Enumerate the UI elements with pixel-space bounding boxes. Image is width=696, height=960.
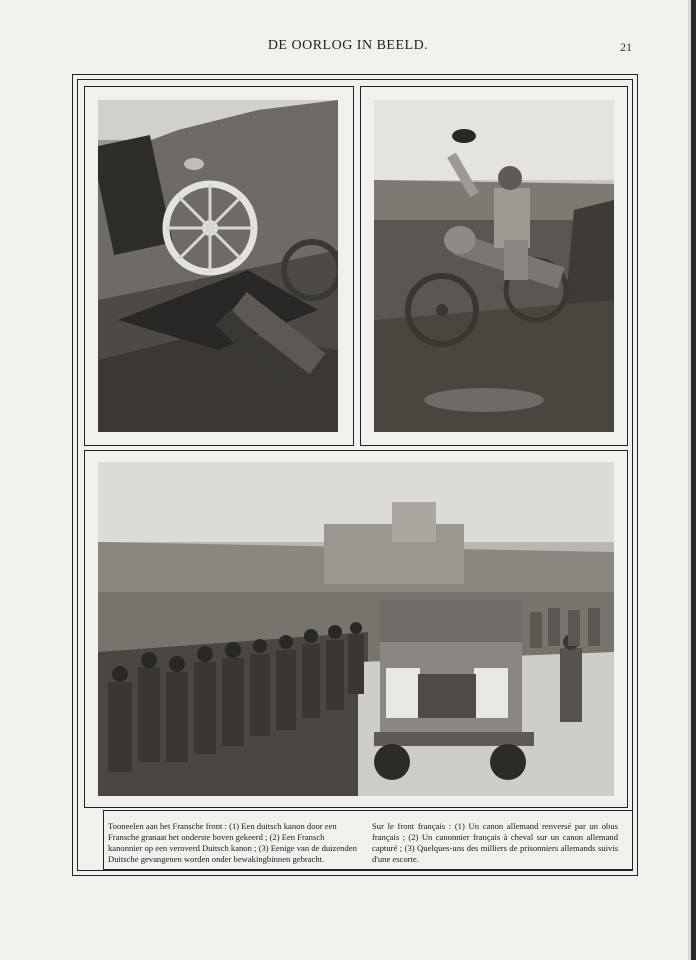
photo-prisoners-convoy (98, 462, 614, 796)
running-head-title: DE OORLOG IN BEELD. (267, 38, 429, 53)
caption-dutch: Tooneelen aan het Fransche front : (1) Een duitsch kanon door een Fransche granaat het onderste boven gekeerd ; (2) Een Fransch kanonnier op een veroverd Duitsch kanon ; (3) Eenige van de duizenden Duitsche gevangenen worden onder bewakingbinnen gebracht. (108, 821, 357, 864)
photo-gunner-on-cannon (374, 100, 614, 432)
page-number: 21 (620, 40, 632, 54)
photo-overturned-cannon (98, 100, 338, 432)
caption-french: Sur le front français : (1) Un canon allemand renversé par un obus français ; (2) Un canonnier français à cheval sur un canon allemand capturé ; (3) Quelques-uns des milliers de prisonniers allemands suivis d'une escorte. (372, 821, 618, 864)
